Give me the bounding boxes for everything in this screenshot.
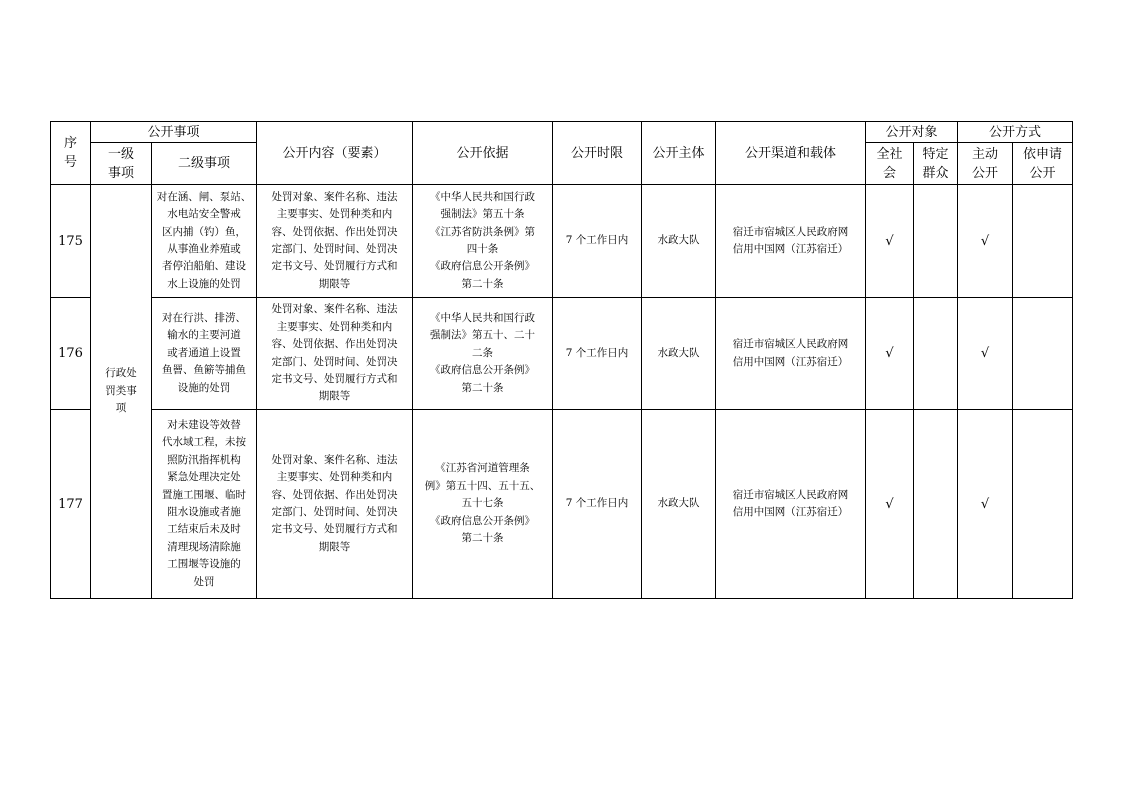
header-basis: 公开依据 <box>413 122 553 185</box>
row-level2 <box>152 185 257 298</box>
row-time-limit: 7 个工作日内 <box>553 410 642 599</box>
row-on-request <box>1013 185 1073 298</box>
row-subject: 水政大队 <box>642 410 716 599</box>
row-content-text: 处罚对象、案件名称、违法 主要事实、处罚种类和内 容、处罚依据、作出处罚决 定部门、处罚时间、处罚决 定书文号、处罚履行方式和 期限等 <box>271 190 398 290</box>
table-row <box>51 410 1073 599</box>
row-specific-group <box>914 298 958 410</box>
table-row <box>51 298 1073 410</box>
row-content-text: 处罚对象、案件名称、违法 主要事实、处罚种类和内 容、处罚依据、作出处罚决 定部门、处罚时间、处罚决 定书文号、处罚履行方式和 期限等 <box>271 453 398 553</box>
row-level2-text: 对在涵、闸、泵站、 水电站安全警戒 区内捕（钓）鱼， 从事渔业养殖或 者停泊船舶、建设 水上设施的处罚 <box>156 190 252 290</box>
header-on-request-text: 依申请 公开 <box>1023 146 1063 181</box>
row-channel-text: 宿迁市宿城区人民政府网 信用中国网（江苏宿迁） <box>732 488 849 518</box>
header-active <box>958 143 1013 185</box>
header-time-limit: 公开时限 <box>553 122 642 185</box>
header-target: 公开对象 <box>866 122 958 143</box>
header-level2: 二级事项 <box>152 143 257 185</box>
row-subject: 水政大队 <box>642 298 716 410</box>
level1-item <box>91 185 152 599</box>
row-basis <box>413 410 553 599</box>
row-whole-society: √ <box>866 298 914 410</box>
row-content-text: 处罚对象、案件名称、违法 主要事实、处罚种类和内 容、处罚依据、作出处罚决 定部门、处罚时间、处罚决 定书文号、处罚履行方式和 期限等 <box>271 303 398 403</box>
row-basis-text: 《中华人民共和国行政 强制法》第五十、二十 二条 《政府信息公开条例》 第二十条 <box>430 311 536 394</box>
header-active-text: 主动 公开 <box>972 146 999 181</box>
row-basis-text: 《江苏省河道管理条 例》第五十四、五十五、 五十七条 《政府信息公开条例》 第二十条 <box>424 462 541 545</box>
row-channel-text: 宿迁市宿城区人民政府网 信用中国网（江苏宿迁） <box>732 338 849 368</box>
table-row <box>51 185 1073 298</box>
header-public-items: 公开事项 <box>91 122 257 143</box>
row-content <box>257 410 413 599</box>
row-channel <box>716 410 866 599</box>
row-time-limit: 7 个工作日内 <box>553 185 642 298</box>
row-content <box>257 298 413 410</box>
row-seq: 175 <box>51 185 91 298</box>
row-content <box>257 185 413 298</box>
level1-item-text: 行政处 罚类事 项 <box>105 367 137 415</box>
row-basis-text: 《中华人民共和国行政 强制法》第五十条 《江苏省防洪条例》第 四十条 《政府信息公开条例》 第二十条 <box>430 190 536 290</box>
header-seq-text: 序 号 <box>63 136 77 170</box>
header-level1-text: 一级 事项 <box>107 146 134 181</box>
header-content: 公开内容（要素） <box>257 122 413 185</box>
row-basis <box>413 185 553 298</box>
header-whole-society-text: 全社 会 <box>876 146 903 181</box>
header-level1 <box>91 143 152 185</box>
row-whole-society: √ <box>866 185 914 298</box>
header-on-request <box>1013 143 1073 185</box>
row-on-request <box>1013 298 1073 410</box>
row-active: √ <box>958 185 1013 298</box>
row-active: √ <box>958 298 1013 410</box>
row-channel <box>716 298 866 410</box>
header-seq <box>51 122 91 185</box>
row-level2 <box>152 298 257 410</box>
row-channel-text: 宿迁市宿城区人民政府网 信用中国网（江苏宿迁） <box>732 225 849 255</box>
row-specific-group <box>914 410 958 599</box>
header-subject: 公开主体 <box>642 122 716 185</box>
row-subject: 水政大队 <box>642 185 716 298</box>
header-channel: 公开渠道和载体 <box>716 122 866 185</box>
row-whole-society: √ <box>866 410 914 599</box>
row-level2-text: 对未建设等效替 代水域工程，未按 照防汛指挥机构 紧急处理决定处 置施工围堰、临时 阻水设施或者施 工结束后未及时 清理现场清除施 工围堰等设施的 处罚 <box>162 418 246 588</box>
row-level2 <box>152 410 257 599</box>
header-whole-society <box>866 143 914 185</box>
row-active: √ <box>958 410 1013 599</box>
row-basis <box>413 298 553 410</box>
row-channel <box>716 185 866 298</box>
header-specific-group-text: 特定 群众 <box>922 146 949 181</box>
header-method: 公开方式 <box>958 122 1073 143</box>
row-specific-group <box>914 185 958 298</box>
row-level2-text: 对在行洪、排涝、 输水的主要河道 或者通道上设置 鱼罾、鱼簖等捕鱼 设施的处罚 <box>162 311 246 394</box>
row-seq: 177 <box>51 410 91 599</box>
header-specific-group <box>914 143 958 185</box>
row-on-request <box>1013 410 1073 599</box>
row-seq: 176 <box>51 298 91 410</box>
row-time-limit: 7 个工作日内 <box>553 298 642 410</box>
disclosure-table <box>50 121 1073 599</box>
